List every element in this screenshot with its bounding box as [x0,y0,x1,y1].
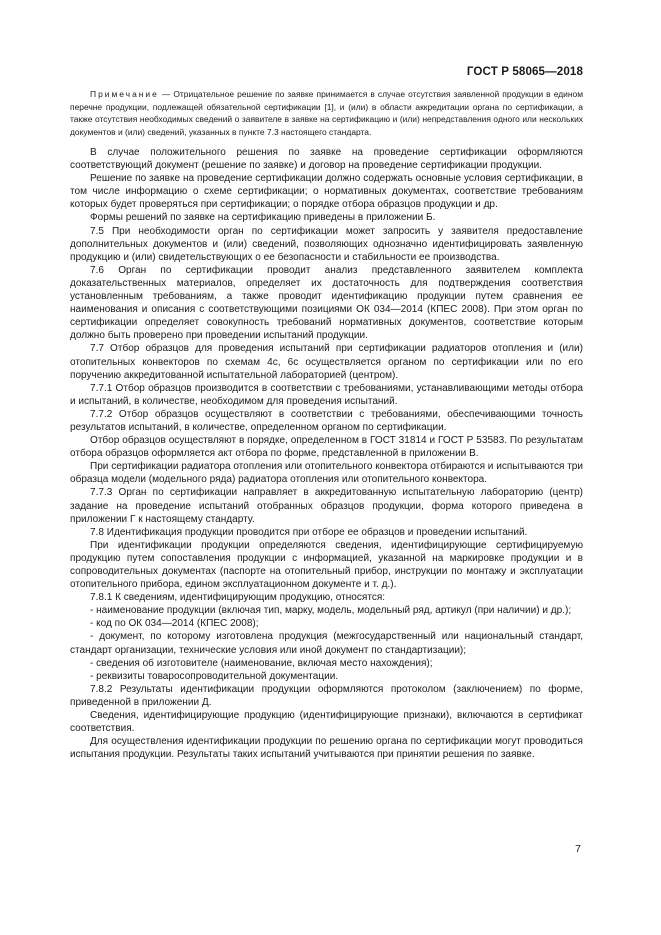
paragraph: 7.7.3 Орган по сертификации направляет в аккредитованную испытательную лабораторию (центр) задание на проведение испытаний отобранных образцов продукции, форма которого приведена в приложении Г к настоящему стандарту. [70,487,583,525]
paragraph: В случае положительного решения по заявке на проведение сертификации оформляются соответствующий документ (решение по заявке) и договор на проведение сертификации продукции. [70,147,583,172]
paragraph: Сведения, идентифицирующие продукцию (идентифицирующие признаки), включаются в сертификат соответствия. [70,710,583,735]
paragraph: 7.5 При необходимости орган по сертификации может запросить у заявителя предоставление дополнительных документов и (или) сведений, позволяющих однозначно идентифицировать заявленную продукцию и (или) свидетельствующих о ее безопасности и стабильности ее производства. [70,225,583,263]
paragraph: 7.8.1 К сведениям, идентифицирующим продукцию, относятся: [90,592,386,604]
paragraph: При идентификации продукции определяются сведения, идентифицирующие сертифицируемую продукцию путем сопоставления продукции с информацией, указанной на маркировке продукции и в сопроводительных документах (паспорте на отопительный прибор, инструкции по монтажу и эксплуатации отопительного прибора, едином эксплуатационном документе и т. д.). [70,539,583,591]
document-body [70,88,583,761]
note-label: Примечание [90,89,159,99]
list-item: - документ, по которому изготовлена продукция (межгосударственный или национальный стандарт, стандарт организации, технические условия или иной документ по стандартизации); [70,631,583,656]
paragraph: Для осуществления идентификации продукции по решению органа по сертификации могут проводиться испытания продукции. Результаты таких испытаний учитываются при принятии решения по заявке. [70,736,583,761]
paragraph: При сертификации радиатора отопления или отопительного конвектора отбираются и испытываются три образца модели (модельного ряда) радиатора отопления или отопительного конвектора. [70,461,583,486]
paragraph: Формы решений по заявке на сертификацию приведены в приложении Б. [90,212,436,224]
list-item: - код по ОК 034—2014 (КПЕС 2008); [90,618,259,630]
paragraph: 7.8 Идентификация продукции проводится при отборе ее образцов и проведении испытаний. [90,526,528,538]
paragraph: 7.8.2 Результаты идентификации продукции оформляются протоколом (заключением) по форме, приведенной в приложении Д. [70,683,583,708]
list-item: - наименование продукции (включая тип, марку, модель, модельный ряд, артикул (при наличии) и др.); [90,605,572,617]
list-item: - реквизиты товаросопроводительной документации. [90,670,339,682]
paragraph: Решение по заявке на проведение сертификации должно содержать основные условия сертификации, в том числе информацию о схеме сертификации; о нормативных документах, соответствие требованиям которых будет проверяться при сертификации; о порядке отбора образцов продукции и др. [70,173,583,211]
note-text: — Отрицательное решение по заявке принимается в случае отсутствия заявленной продукции в едином перечне продукции, подлежащей обязательной сертификации [1], и (или) в области аккредитации органа по сертификации, а также отсутствия необходимых сведений о заявителе в заявке на сертификацию и (или) непредставления одного или нескольких документов и (или) сведений, указанных в пункте 7.3 настоящего стандарта. [70,89,583,137]
paragraph: 7.7.1 Отбор образцов производится в соответствии с требованиями, устанавливающими методы отбора и испытаний, в количестве, необходимом для проведения испытаний. [70,382,583,407]
note [70,88,583,138]
paragraph: 7.7.2 Отбор образцов осуществляют в соответствии с требованиями, обеспечивающими точность результатов испытаний, в количестве, определенном органом по сертификации. [70,408,583,433]
paragraph: 7.7 Отбор образцов для проведения испытаний при сертификации радиаторов отопления и (или) отопительных конвекторов по схемам 4с, 6с осуществляется органом по сертификации или по его поручению аккредитованной испытательной лабораторией (центром). [70,343,583,381]
paragraph: 7.6 Орган по сертификации проводит анализ представленного заявителем комплекта доказательственных материалов, определяет их достаточность для подтверждения соответствия установленным требованиям, а также проводит идентификацию продукции путем сравнения ее наименования и описания с соответствующими позициями ОК 034—2014 (КПЕС 2008). При этом орган по сертификации определяет совокупность требований нормативных документов, соответствие которым должно быть проверено при проведении испытаний продукции. [70,264,583,342]
paragraph: Отбор образцов осуществляют в порядке, определенном в ГОСТ 31814 и ГОСТ Р 53583. По результатам отбора образцов оформляется акт отбора по форме, представленной в приложении В. [70,435,583,460]
page-number: 7 [575,843,581,855]
list-item: - сведения об изготовителе (наименование, включая место нахождения); [90,657,433,669]
document-id: ГОСТ Р 58065—2018 [466,65,583,78]
